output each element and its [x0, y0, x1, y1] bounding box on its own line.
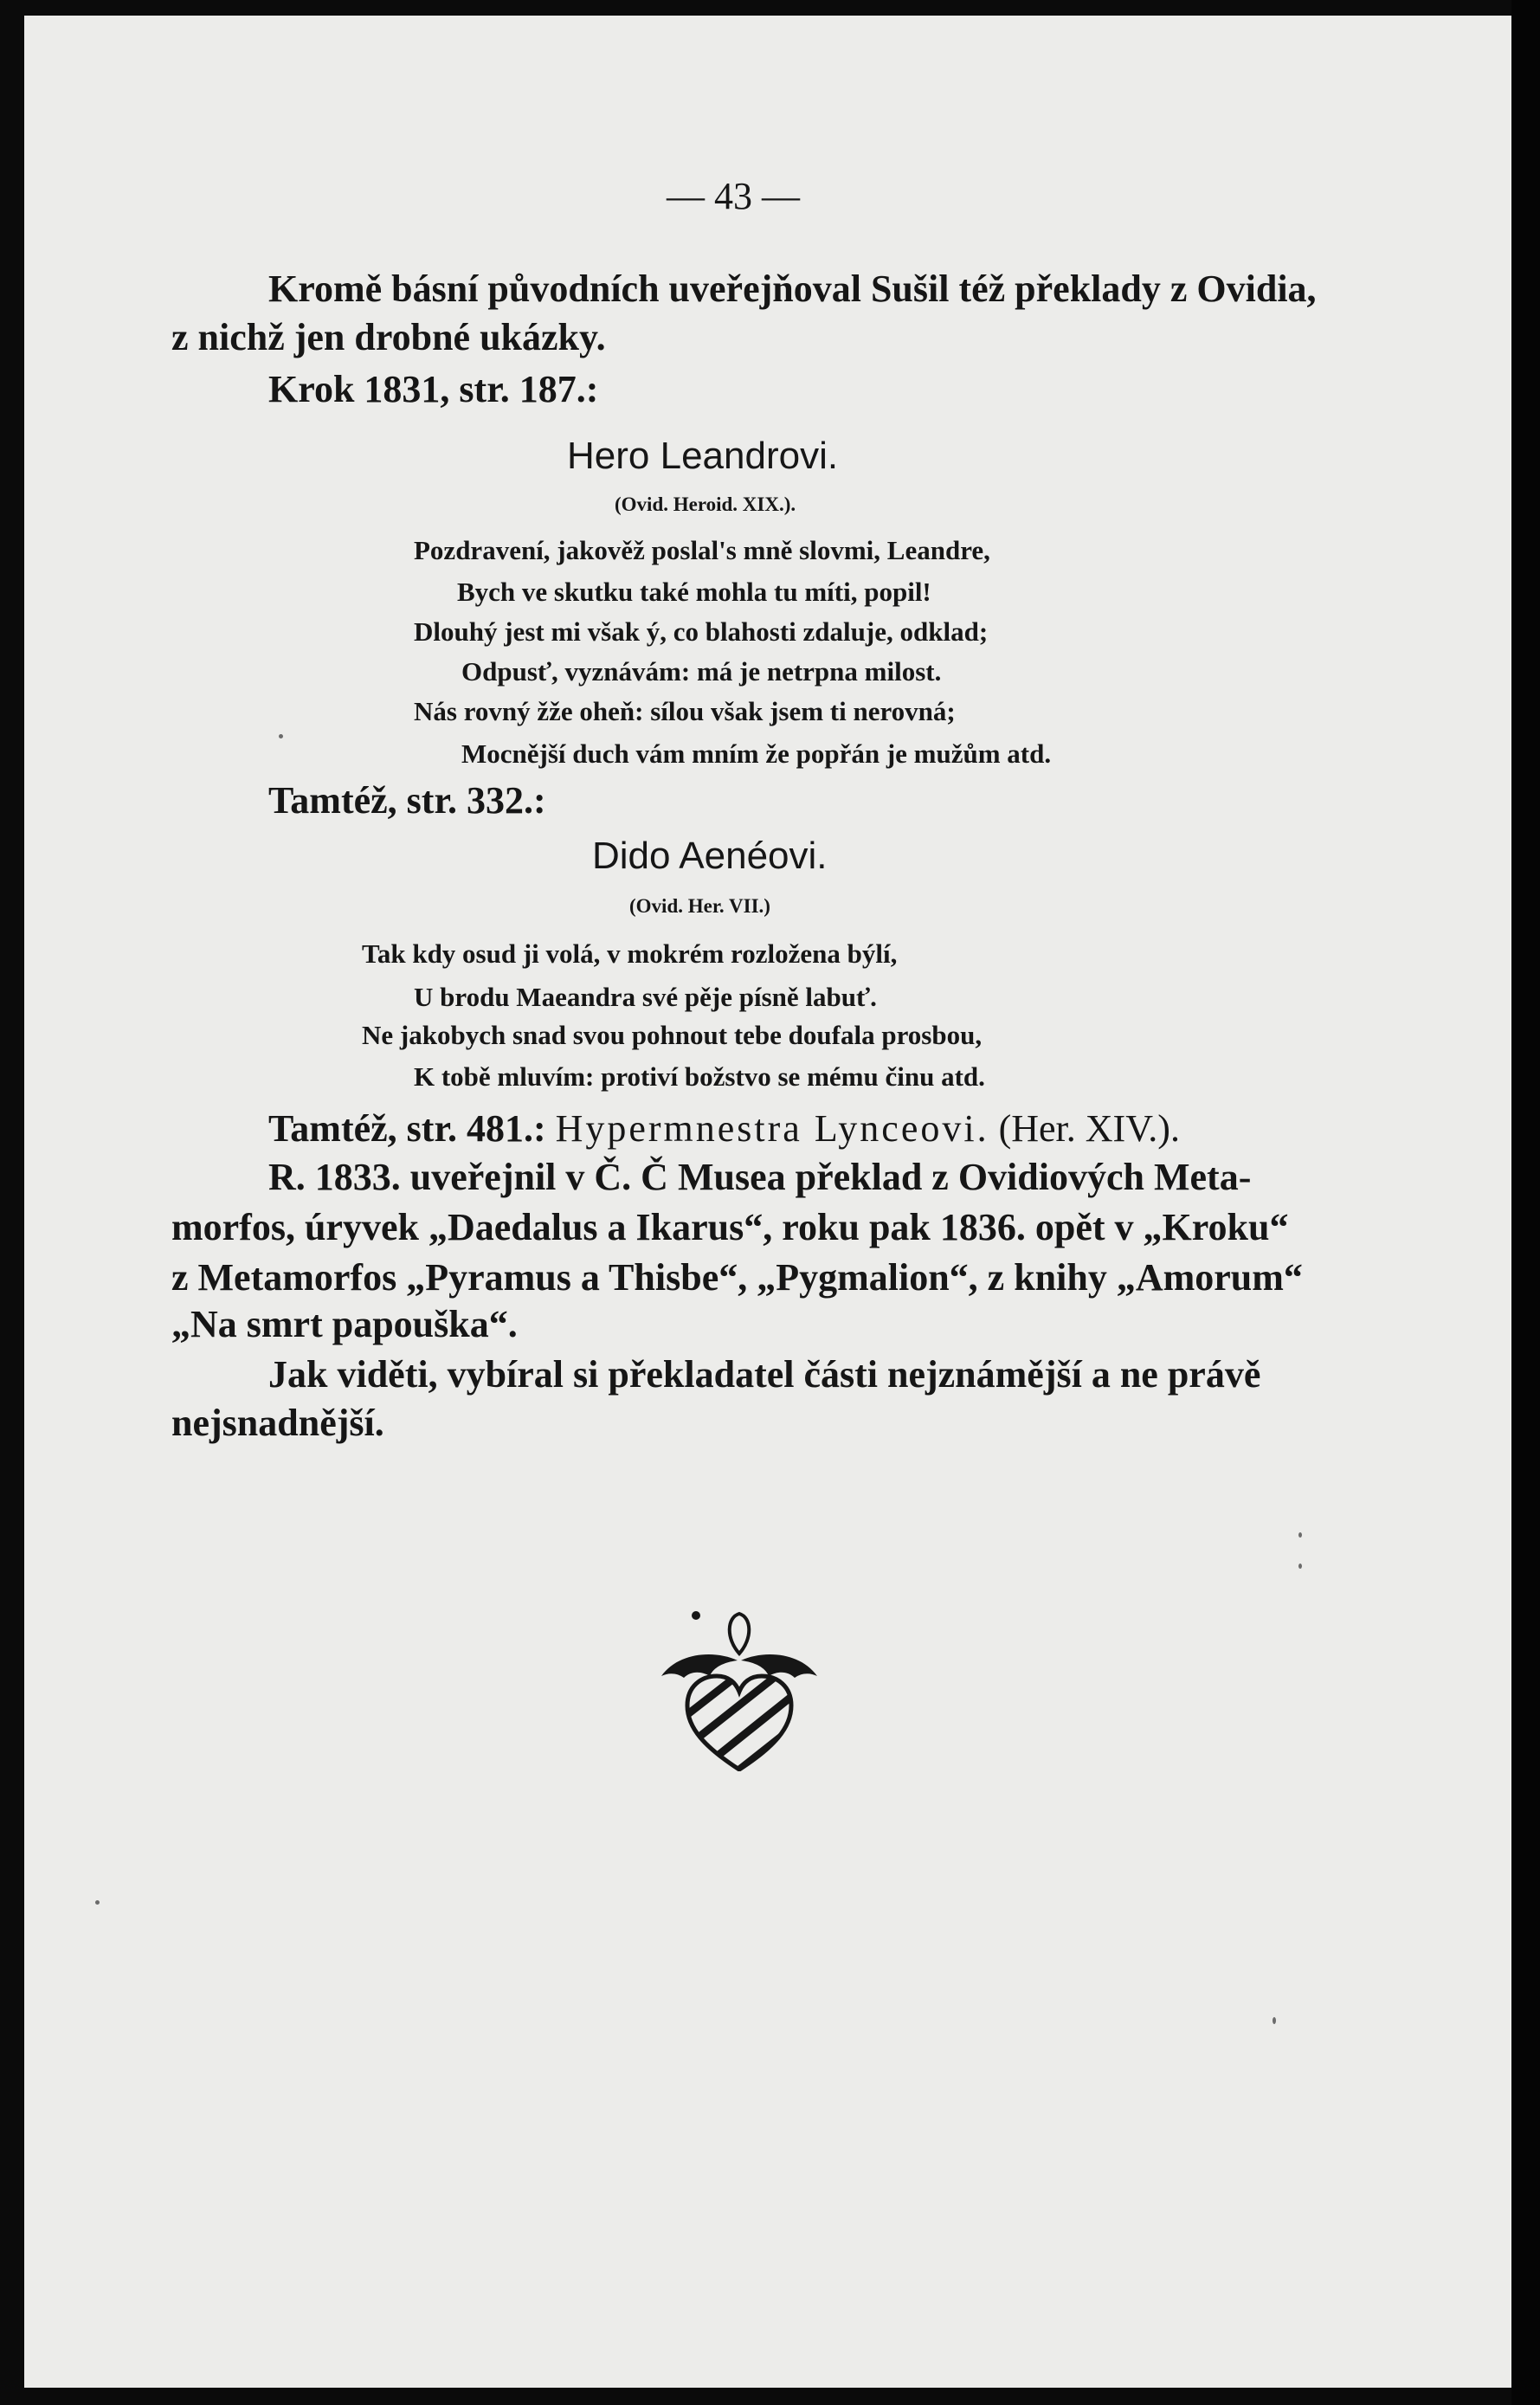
source-tamtez-332: Tamtéž, str. 332.: [268, 779, 546, 822]
verse-dido-line: Ne jakobych snad svou pohnout tebe doufala prosbou, [362, 1020, 983, 1050]
verse-dido-line: U brodu Maeandra své pěje písně labuť. [414, 982, 877, 1012]
paper-speck [95, 1900, 100, 1905]
source-481-prefix: Tamtéž, str. 481.: [268, 1107, 546, 1150]
closing-line: Jak viděti, vybíral si překladatel části nejznámější a ne právě [268, 1353, 1261, 1396]
paper-sheet [24, 16, 1511, 2388]
heart-ornament-icon [653, 1598, 826, 1771]
source-krok-1831: Krok 1831, str. 187.: [268, 368, 599, 410]
intro-line-2: z nichž jen drobné ukázky. [171, 316, 606, 358]
poem-title-dido: Dido Aenéovi. [592, 835, 828, 877]
source-481-title: Hypermnestra Lynceovi. [555, 1107, 989, 1150]
verse-hero-line: Dlouhý jest mi však ý, co blahosti zdaluje, odklad; [414, 616, 989, 647]
source-481-ref: (Her. XIV.). [998, 1107, 1180, 1150]
paper-speck [1298, 1532, 1302, 1538]
poem-ref-heroid: (Ovid. Heroid. XIX.). [615, 493, 796, 515]
scan-edge [1511, 0, 1540, 2405]
source-tamtez-481 [268, 1107, 1180, 1150]
verse-dido-line: K tobě mluvím: protiví božstvo se mému činu atd. [414, 1061, 985, 1092]
paper-speck [1273, 2017, 1276, 2024]
closing-line: nejsnadnější. [171, 1402, 384, 1444]
verse-hero-line: Mocnější duch vám mním že popřán je mužům atd. [461, 738, 1052, 769]
paragraph-1833-line: z Metamorfos „Pyramus a Thisbe“, „Pygmalion“, z knihy „Amorum“ [171, 1256, 1303, 1299]
intro-line-1: Kromě básní původních uveřejňoval Sušil též překlady z Ovidia, [268, 268, 1317, 310]
paper-speck [1298, 1564, 1302, 1569]
verse-hero-line: Odpusť, vyznávám: má je netrpna milost. [461, 656, 942, 687]
paragraph-1833-line: „Na smrt papouška“. [171, 1303, 518, 1345]
verse-hero-line: Nás rovný žže oheň: sílou však jsem ti nerovná; [414, 696, 956, 726]
page-number: — 43 — [667, 175, 800, 217]
poem-ref-her-vii: (Ovid. Her. VII.) [629, 895, 770, 917]
paragraph-1833-line: R. 1833. uveřejnil v Č. Č Musea překlad z Ovidiových Meta- [268, 1156, 1252, 1198]
paragraph-1833-line: morfos, úryvek „Daedalus a Ikarus“, roku pak 1836. opět v „Kroku“ [171, 1206, 1289, 1248]
verse-hero-line: Bych ve skutku také mohla tu míti, popil! [457, 577, 931, 607]
paper-speck [279, 734, 283, 738]
poem-title-hero: Hero Leandrovi. [567, 435, 839, 477]
verse-dido-line: Tak kdy osud ji volá, v mokrém rozložena býlí, [362, 938, 898, 969]
verse-hero-line: Pozdravení, jakověž poslal's mně slovmi, Leandre, [414, 535, 990, 565]
